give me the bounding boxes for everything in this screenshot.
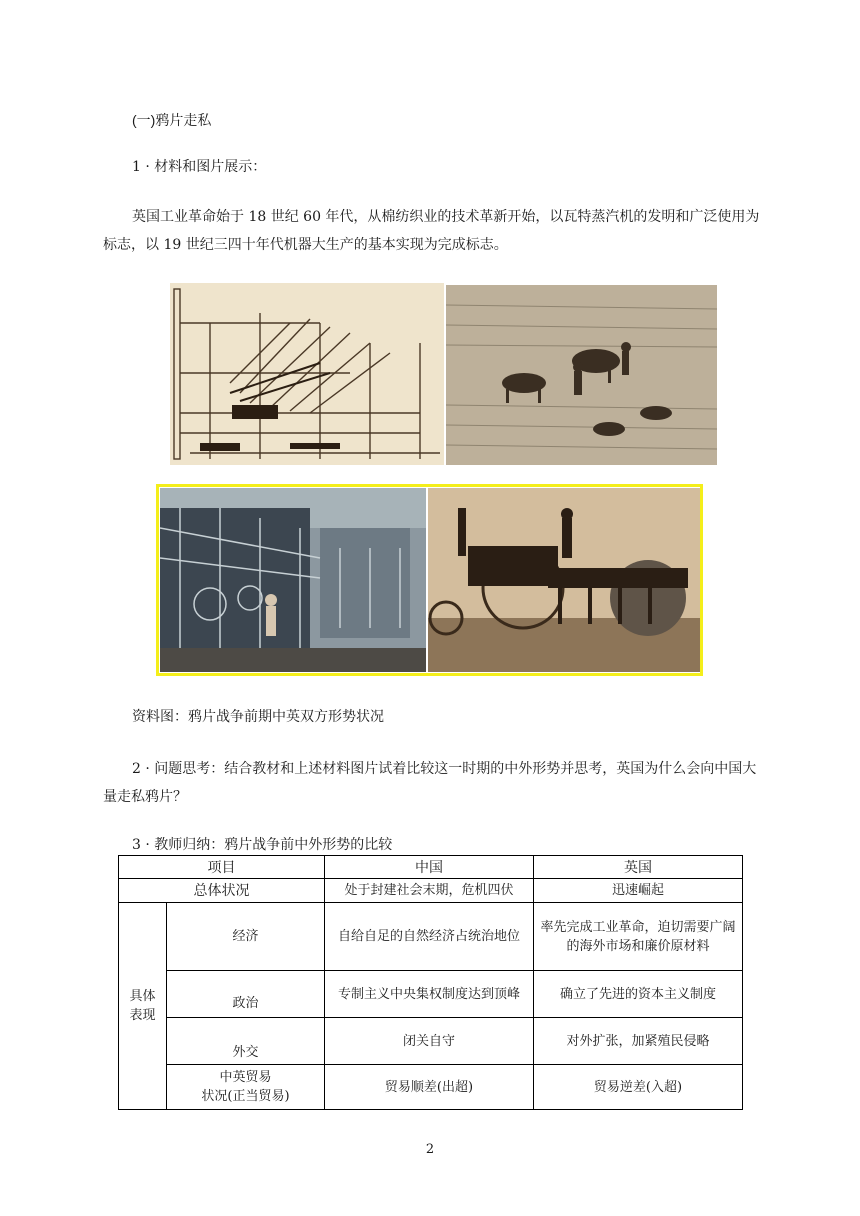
page-number: 2 <box>425 1142 435 1157</box>
comparison-table <box>118 855 743 1110</box>
diplomacy-britain-cell: 对外扩张，加紧殖民侵略 <box>534 1018 743 1065</box>
economy-china-cell: 自给自足的自然经济占统治地位 <box>325 903 534 971</box>
item-1-heading: 1 · 材料和图片展示： <box>132 159 267 175</box>
section-heading: (一)鸦片走私 <box>132 112 212 128</box>
table-row-politics <box>119 971 743 1018</box>
table-row-overall <box>119 879 743 903</box>
trade-item-line2: 状况(正当贸易) <box>201 1089 290 1104</box>
overall-china-cell: 处于封建社会末期，危机四伏 <box>325 879 534 903</box>
trade-china-cell: 贸易顺差(出超) <box>325 1065 534 1110</box>
trade-item-line1: 中英贸易 <box>219 1070 272 1085</box>
group-label-cell <box>119 903 167 1110</box>
header-cell-item: 项目 <box>119 856 325 879</box>
industrial-revolution-paragraph: 英国工业革命始于 18 世纪 60 年代，从棉纺织业的技术革新开始，以瓦特蒸汽机的发明和广泛使用为标志，以 19 世纪三四十年代机器大生产的基本实现为完成标志。 <box>103 209 760 253</box>
overall-label-cell: 总体状况 <box>119 879 325 903</box>
loom-illustration-image <box>170 283 444 465</box>
politics-china-cell: 专制主义中央集权制度达到顶峰 <box>325 971 534 1018</box>
trade-britain-cell: 贸易逆差(入超) <box>534 1065 743 1110</box>
textile-mill-image <box>160 488 426 672</box>
diplomacy-china-cell: 闭关自守 <box>325 1018 534 1065</box>
table-row-economy <box>119 903 743 971</box>
table-header-row <box>119 856 743 879</box>
item-3-heading: 3 · 教师归纳：鸦片战争前中外形势的比较 <box>132 837 393 853</box>
economy-item-cell: 经济 <box>167 903 325 971</box>
economy-britain-cell: 率先完成工业革命，迫切需要广阔的海外市场和廉价原材料 <box>534 903 743 971</box>
table-row-diplomacy <box>119 1018 743 1065</box>
group-label-line2: 表现 <box>129 1008 156 1023</box>
overall-britain-cell: 迅速崛起 <box>534 879 743 903</box>
trade-item-cell <box>167 1065 325 1110</box>
table-row-trade <box>119 1065 743 1110</box>
group-label-line1: 具体 <box>129 989 156 1004</box>
header-cell-china: 中国 <box>325 856 534 879</box>
politics-item-cell: 政治 <box>167 971 325 1018</box>
steam-tractor-image <box>428 488 700 672</box>
item-2-question: 2 · 问题思考：结合教材和上述材料图片试着比较这一时期的中外形势并思考，英国为什么会向中国大量走私鸦片？ <box>103 761 757 805</box>
image-caption: 资料图：鸦片战争前期中英双方形势状况 <box>132 709 384 725</box>
ox-plowing-photo <box>446 285 717 465</box>
diplomacy-item-cell: 外交 <box>167 1018 325 1065</box>
header-cell-britain: 英国 <box>534 856 743 879</box>
politics-britain-cell: 确立了先进的资本主义制度 <box>534 971 743 1018</box>
